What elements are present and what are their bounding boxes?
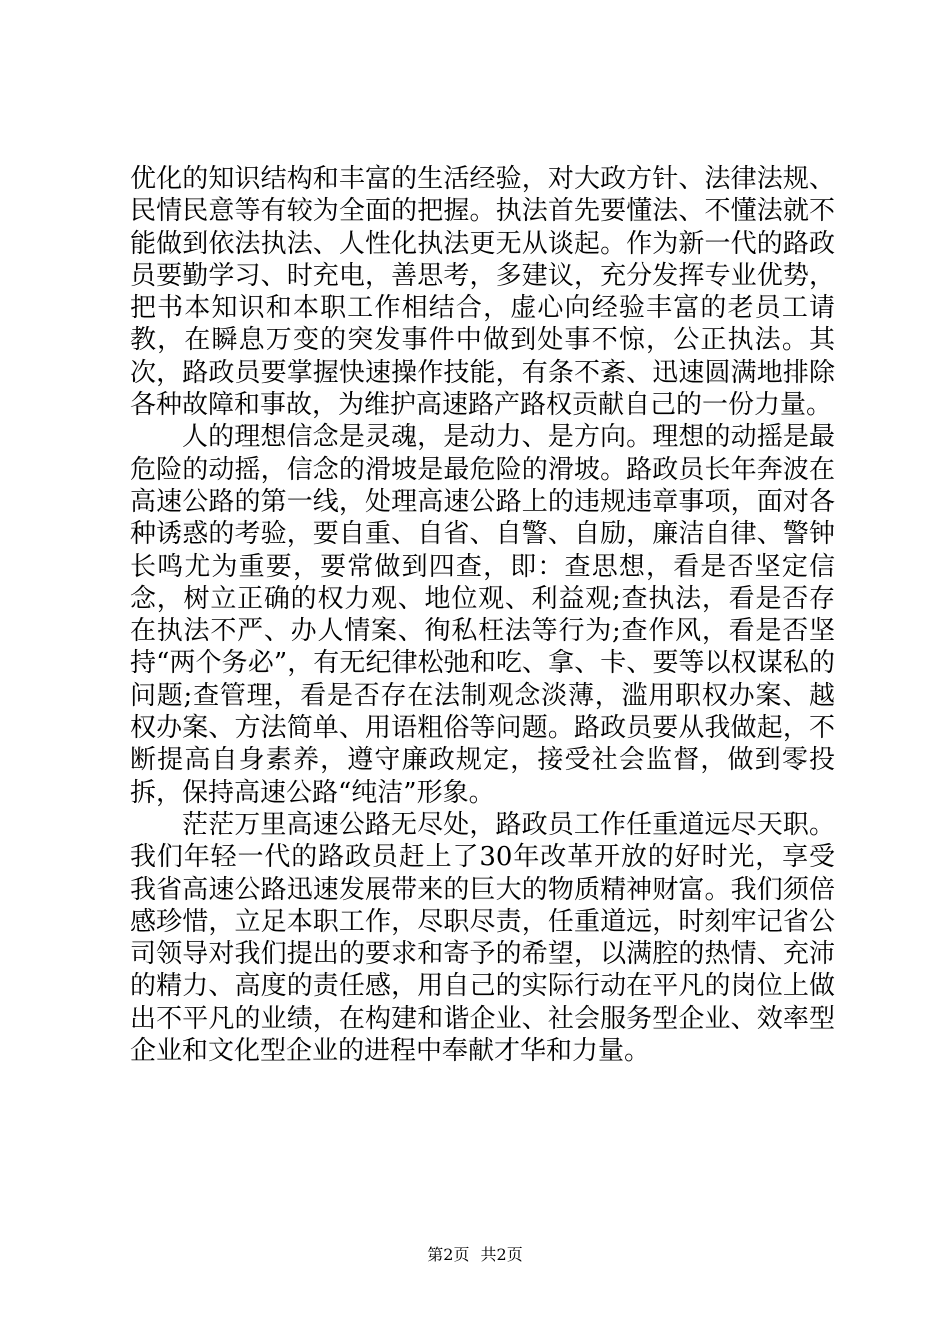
paragraph-2: 人的理想信念是灵魂，是动力、是方向。理想的动摇是最危险的动摇，信念的滑坡是最危险的滑坡。路政员长年奔波在高速公路的第一线，处理高速公路上的违规违章事项，面对各种诱惑的考验，要自重、自省、自警、自励，廉洁自律、警钟长鸣尤为重要，要常做到四查，即：查思想，看是否坚定信念，树立正确的权力观、地位观、利益观;查执法，看是否存在执法不严、办人情案、徇私枉法等行为;查作风，看是否坚持“两个务必”，有无纪律松弛和吃、拿、卡、要等以权谋私的问题;查管理，看是否存在法制观念淡薄，滥用职权办案、越权办案、方法简单、用语粗俗等问题。路政员要从我做起，不断提高自身素养，遵守廉政规定，接受社会监督，做到零投拆，保持高速公路“纯洁”形象。 xyxy=(130,422,835,808)
paragraph-3: 茫茫万里高速公路无尽处，路政员工作任重道远尽天职。我们年轻一代的路政员赶上了30年改革开放的好时光，享受我省高速公路迅速发展带来的巨大的物质精神财富。我们须倍感珍惜，立足本职工作，尽职尽责，任重道远，时刻牢记省公司领导对我们提出的要求和寄予的希望，以满腔的热情、充沛的精力、高度的责任感，用自己的实际行动在平凡的岗位上做出不平凡的业绩，在构建和谐企业、社会服务型企业、效率型企业和文化型企业的进程中奉献才华和力量。 xyxy=(130,809,835,1067)
page-number-total: 共2页 xyxy=(480,1245,523,1264)
page-number-current: 第2页 xyxy=(427,1245,470,1264)
paragraph-1: 优化的知识结构和丰富的生活经验，对大政方针、法律法规、民情民意等有较为全面的把握。执法首先要懂法、不懂法就不能做到依法执法、人性化执法更无从谈起。作为新一代的路政员要勤学习、时充电，善思考，多建议，充分发挥专业优势，把书本知识和本职工作相结合，虚心向经验丰富的老员工请教，在瞬息万变的突发事件中做到处事不惊，公正执法。其次，路政员要掌握快速操作技能，有条不紊、迅速圆满地排除各种故障和事故，为维护高速路产路权贡献自己的一份力量。 xyxy=(130,164,835,421)
page-footer xyxy=(0,1242,950,1265)
document-body xyxy=(130,163,835,1067)
